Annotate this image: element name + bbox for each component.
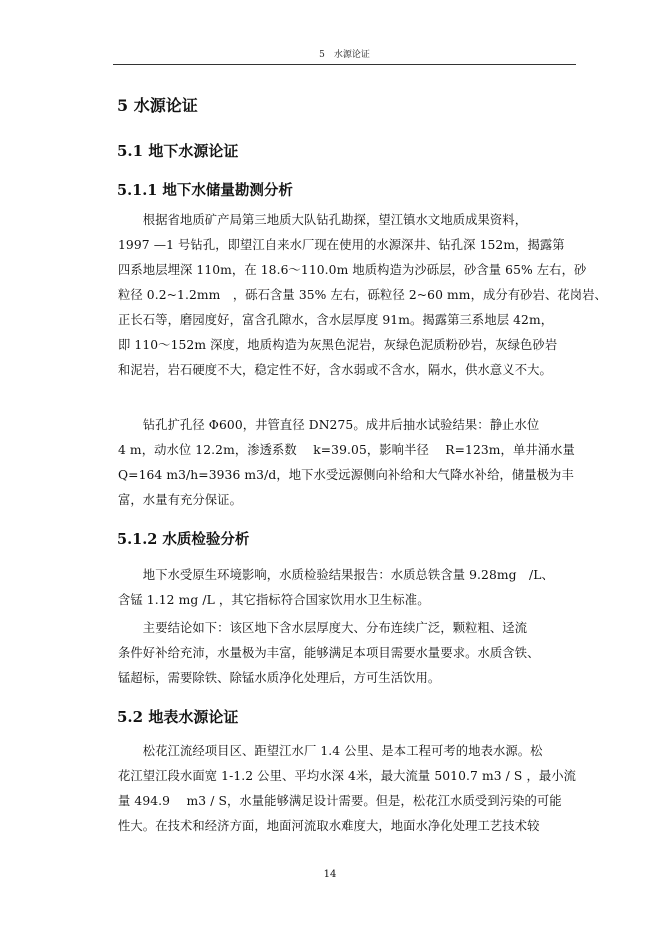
text-line: 富，水量有充分保证。 (118, 493, 242, 507)
text-line: 松花江流经项目区、距望江水厂 1.4 公里、是本工程可考的地表水源。松 (118, 744, 543, 758)
text-line: 主要结论如下：该区地下含水层厚度大、分布连续广泛，颗粒粗、迳流 (118, 621, 528, 635)
text-line: 4 m，动水位 12.2m，渗透系数 k=39.05，影响半径 R=123m，单井涌水量 (118, 443, 575, 457)
text-line: 条件好补给充沛，水量极为丰富，能够满足本项目需要水量要求。水质含铁、 (118, 646, 540, 660)
text-line: 花江望江段水面宽 1-1.2 公里、平均水深 4米，最大流量 5010.7 m3 / S ，最小流 (118, 769, 577, 783)
text-line: 量 494.9 m3 / S，水量能够满足设计需要。但是，松花江水质受到污染的可能 (118, 794, 562, 808)
paragraph-pumping-test (118, 413, 578, 513)
text-line: 地下水受原生环境影响，水质检验结果报告：水质总铁含量 9.28mg /L、 (118, 568, 554, 582)
text-line: 粒径 0.2~1.2mm ，砾石含量 35% 左右，砾粒径 2~60 mm，成分有砂岩、花岗岩、 (118, 288, 607, 302)
page-number: 14 (323, 869, 337, 880)
heading-5-1: 5.1 地下水源论证 (117, 142, 239, 160)
text-line: 和泥岩，岩石硬度不大，稳定性不好，含水弱或不含水，隔水，供水意义不大。 (118, 363, 552, 377)
text-line: 钻孔扩孔径 Φ600，井管直径 DN275。成井后抽水试验结果：静止水位 (118, 418, 540, 432)
heading-5-2: 5.2 地表水源论证 (117, 708, 239, 726)
running-header: 5 水源论证 (319, 50, 370, 60)
header-rule (113, 64, 576, 65)
text-line: 正长石等，磨园度好，富含孔隙水，含水层厚度 91m。揭露第三系地层 42m， (118, 313, 554, 327)
text-line: 四系地层埋深 110m，在 18.6～110.0m 地质构造为沙砾层，砂含量 65% 左右，砂 (118, 263, 587, 277)
paragraph-conclusions (118, 616, 578, 691)
text-line: 根据省地质矿产局第三地质大队钻孔勘探，望江镇水文地质成果资料， (118, 213, 528, 227)
text-line: Q=164 m3/h=3936 m3/d，地下水受远源侧向补给和大气降水补给，储量极为丰 (118, 468, 574, 482)
paragraph-groundwater-survey (118, 208, 607, 383)
text-line: 锰超标，需要除铁、除锰水质净化处理后，方可生活饮用。 (118, 671, 441, 685)
heading-5: 5 水源论证 (117, 96, 198, 115)
text-line: 1997 —1 号钻孔，即望江自来水厂现在使用的水源深井、钻孔深 152m，揭露第 (118, 238, 565, 252)
text-line: 含锰 1.12 mg /L ，其它指标符合国家饮用水卫生标准。 (118, 593, 430, 607)
paragraph-water-quality (118, 563, 578, 613)
text-line: 即 110～152m 深度，地质构造为灰黑色泥岩，灰绿色泥质粉砂岩，灰绿色砂岩 (118, 338, 558, 352)
paragraph-surface-water (118, 739, 578, 839)
heading-5-1-2: 5.1.2 水质检验分析 (117, 531, 250, 548)
heading-5-1-1: 5.1.1 地下水储量勘测分析 (117, 182, 293, 199)
text-line: 性大。在技术和经济方面，地面河流取水难度大，地面水净化处理工艺技术较 (118, 819, 540, 833)
